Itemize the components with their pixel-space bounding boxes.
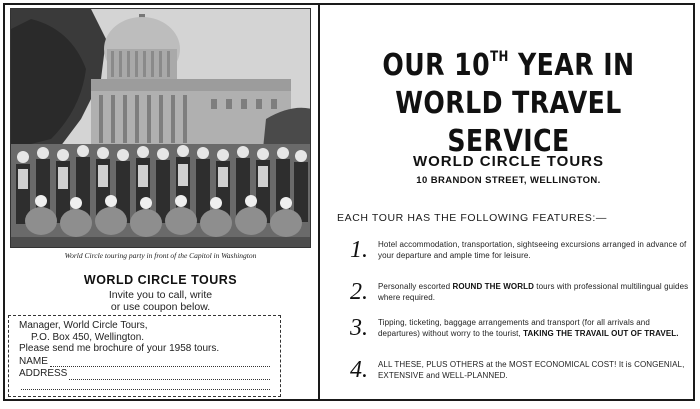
company-name: WORLD CIRCLE TOURS <box>412 153 605 170</box>
feature-text-part: tours with professional multilingual guides where required. <box>378 282 689 302</box>
feature-text <box>378 240 690 261</box>
feature-text-part: Personally escorted <box>378 282 453 291</box>
headline <box>352 38 665 161</box>
coupon-address-row[interactable] <box>19 368 270 380</box>
feature-text <box>378 360 690 381</box>
address-field[interactable] <box>69 371 270 380</box>
coupon-request: Please send me brochure of your 1958 tours. <box>19 343 220 354</box>
coupon-addressee: Manager, World Circle Tours, <box>19 320 148 331</box>
feature-text-part: Tipping, ticketing, baggage arrangements and transport (for all arrivals and departures) without worry to the tourist, <box>378 318 650 338</box>
invite-line-2: or use coupon below. <box>110 301 211 313</box>
headline-line-2: WORLD TRAVEL SERVICE <box>395 86 622 159</box>
capitol-group-photo <box>10 8 311 248</box>
invite-line-1: Invite you to call, write <box>108 289 213 301</box>
headline-ordinal: TH <box>490 49 509 65</box>
coupon-po-box: P.O. Box 450, Wellington. <box>31 331 145 343</box>
feature-text <box>378 318 690 339</box>
feature-text-part: ALL THESE, PLUS OTHERS at the MOST ECONOMICAL COST! It is CONGENIAL, EXTENSIVE and WELL-PLANNED. <box>378 360 685 380</box>
left-company-title: WORLD CIRCLE TOURS <box>83 273 238 287</box>
photo-caption: World Circle touring party in front of the Capitol in Washington <box>64 251 257 260</box>
feature-text-part: Hotel accommodation, transportation, sightseeing excursions arranged in advance of your departure and ample time for leisure. <box>378 240 687 260</box>
coupon-name-row[interactable] <box>19 356 270 368</box>
feature-number: 4. <box>350 357 368 383</box>
feature-text <box>378 282 690 303</box>
features-heading: EACH TOUR HAS THE FOLLOWING FEATURES:— <box>337 212 607 224</box>
name-field[interactable] <box>50 358 270 367</box>
address-label: ADDRESS <box>19 368 68 379</box>
feature-number: 3. <box>350 315 368 341</box>
headline-line-1 <box>352 38 665 85</box>
column-divider <box>318 4 320 400</box>
coupon-address-row-2[interactable] <box>19 381 270 390</box>
name-label: NAME <box>19 355 48 367</box>
feature-number: 2. <box>350 279 368 305</box>
company-address: 10 BRANDON STREET, WELLINGTON. <box>416 175 601 186</box>
feature-text-bold: TAKING THE TRAVAIL OUT OF TRAVEL. <box>523 328 679 338</box>
headline-text-end: YEAR IN <box>508 48 635 83</box>
headline-text: OUR 10 <box>382 48 491 83</box>
brochure-coupon[interactable] <box>8 315 281 397</box>
feature-text-bold: ROUND THE WORLD <box>452 282 534 291</box>
address-field-2[interactable] <box>21 381 270 390</box>
feature-number: 1. <box>350 237 368 263</box>
invite-text <box>10 289 311 313</box>
